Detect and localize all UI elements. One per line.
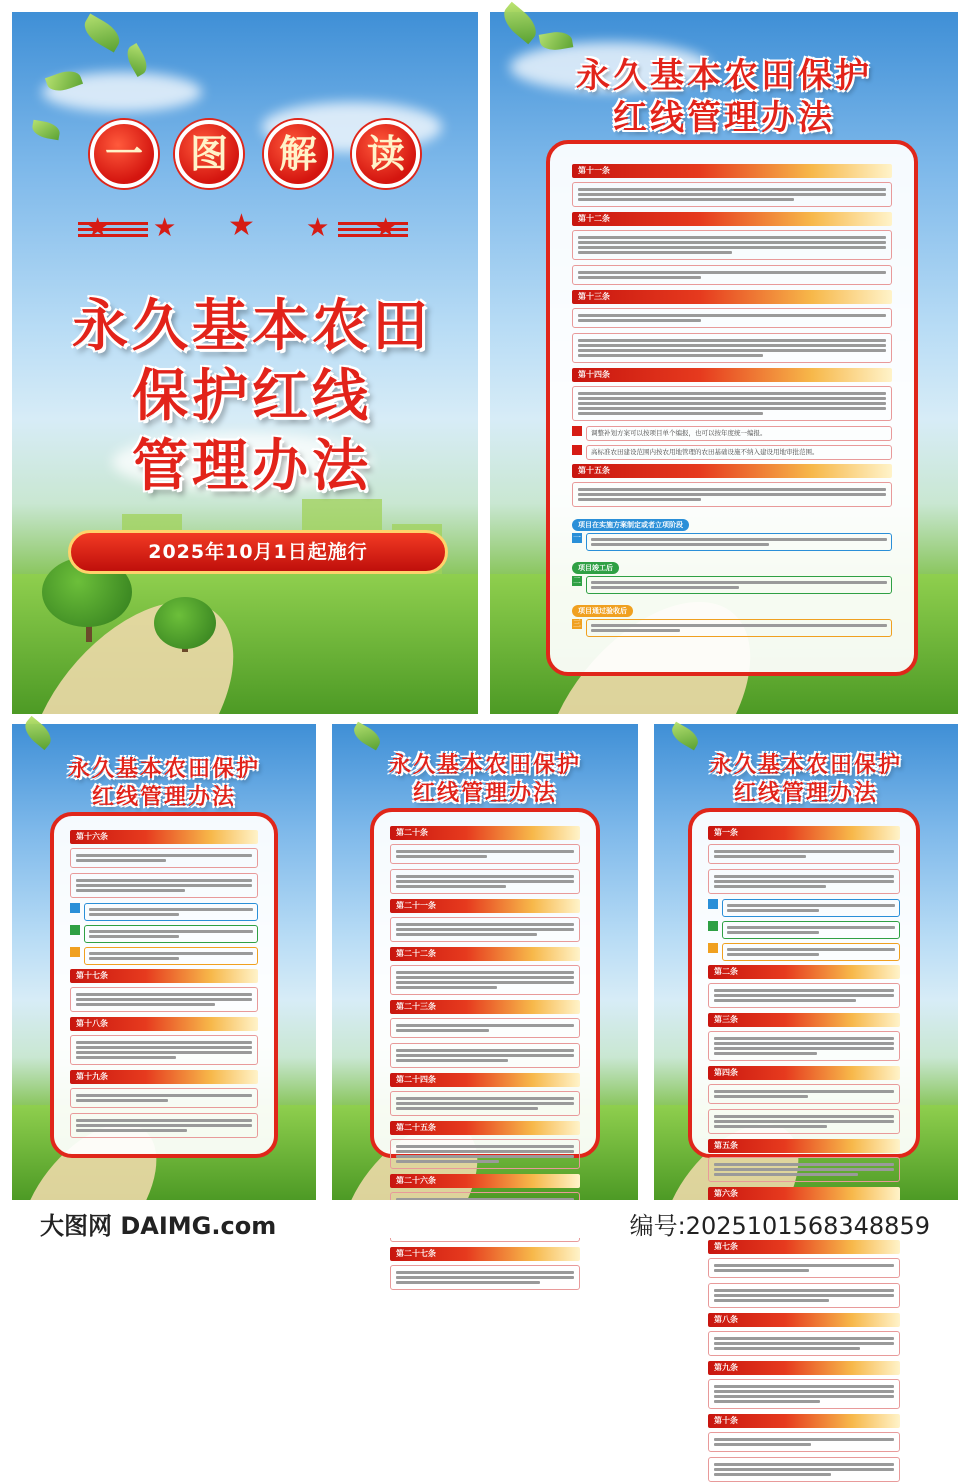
- article-header: 第二十一条: [390, 899, 580, 913]
- bullet-item: [708, 921, 900, 939]
- article-header: 第十一条: [572, 164, 892, 178]
- article-text: [70, 1035, 258, 1065]
- article-header: 第二十条: [390, 826, 580, 840]
- article-text: [708, 1084, 900, 1104]
- article-text: [572, 182, 892, 207]
- articles-card: [50, 812, 278, 1158]
- article-text: [390, 965, 580, 995]
- article-text: [708, 1283, 900, 1308]
- article-header: 第六条: [708, 1187, 900, 1201]
- article-text: [708, 844, 900, 864]
- cover-title-line-3: 管理办法: [132, 434, 372, 499]
- panel-title-line-2: 红线管理办法: [613, 98, 835, 138]
- article-text: [70, 873, 258, 898]
- article-text: [390, 844, 580, 864]
- article-header: 第二十三条: [390, 1000, 580, 1014]
- article-header: 第十三条: [572, 290, 892, 304]
- article-header: 第八条: [708, 1313, 900, 1327]
- image-code: 编号:2025101568348859: [629, 1212, 930, 1240]
- article-header: 第十九条: [70, 1070, 258, 1084]
- article-header: 第十八条: [70, 1017, 258, 1031]
- article-header: 第十条: [708, 1414, 900, 1428]
- step-item-2: 项目竣工后 二: [572, 555, 892, 594]
- article-header: 第二条: [708, 965, 900, 979]
- articles-panel-20-27: [332, 724, 638, 1258]
- cover-title-line-1: 永久基本农田: [72, 294, 432, 359]
- badge-char-3: 解: [264, 120, 332, 188]
- article-header: 第二十六条: [390, 1174, 580, 1188]
- article-header: 第四条: [708, 1066, 900, 1080]
- article-text: [572, 308, 892, 328]
- article-header: 第七条: [708, 1240, 900, 1254]
- article-text: [708, 1457, 900, 1482]
- cover-title-line-2: 保护红线: [132, 364, 372, 429]
- article-header: 第二十四条: [390, 1073, 580, 1087]
- panel-title-line-2: 红线管理办法: [733, 781, 878, 806]
- star-icon: ★: [374, 213, 398, 243]
- star-icon: ★: [306, 213, 330, 243]
- star-divider: [78, 208, 408, 243]
- bullet-item: 调整补划方案可以按项目单个编报，也可以按年度统一编报。: [572, 426, 892, 441]
- article-header: 第二十二条: [390, 947, 580, 961]
- article-text: [708, 1157, 900, 1182]
- article-text: [572, 482, 892, 507]
- article-text: [572, 265, 892, 285]
- article-text: [390, 869, 580, 894]
- bullet-item: [70, 925, 258, 943]
- article-header: 第二十七条: [390, 1247, 580, 1261]
- articles-panel-11-15: [490, 12, 958, 714]
- panel-title-line-1: 永久基本农田保护: [67, 757, 260, 782]
- article-text: [70, 848, 258, 868]
- article-text: [390, 1139, 580, 1169]
- article-header: 第十四条: [572, 368, 892, 382]
- bullet-item: [70, 947, 258, 965]
- article-header: 第九条: [708, 1361, 900, 1375]
- article-text: [708, 983, 900, 1008]
- bullet-item: 高标准农田建设范围内按农用地管理的农田基础设施不纳入建设用地审批范围。: [572, 445, 892, 460]
- article-header: 第十五条: [572, 464, 892, 478]
- article-text: [708, 1109, 900, 1134]
- article-header: 第十二条: [572, 212, 892, 226]
- site-watermark: 大图网 DAIMG.com: [40, 1212, 277, 1240]
- articles-card: [546, 140, 918, 676]
- article-text: [572, 386, 892, 421]
- panel-title-line-1: 永久基本农田保护: [388, 753, 581, 778]
- article-text: [390, 1043, 580, 1068]
- article-text: [572, 230, 892, 260]
- footer: [0, 1200, 970, 1238]
- article-text: [708, 869, 900, 894]
- article-text: [708, 1379, 900, 1409]
- article-header: 第十六条: [70, 830, 258, 844]
- article-text: [708, 1031, 900, 1061]
- article-text: [708, 1432, 900, 1452]
- articles-panel-16-19: [12, 724, 316, 1200]
- star-icon: ★: [228, 208, 255, 243]
- article-text: [390, 1265, 580, 1290]
- step-item-1: 项目在实施方案制定或者立项阶段 一: [572, 512, 892, 551]
- article-text: [390, 1091, 580, 1116]
- panel-title-line-1: 永久基本农田保护: [576, 56, 872, 96]
- article-header: 第二十五条: [390, 1121, 580, 1135]
- badge-char-4: 读: [352, 120, 420, 188]
- article-text: [708, 1258, 900, 1278]
- article-text: [572, 333, 892, 363]
- bullet-item: [70, 903, 258, 921]
- panel-title-line-1: 永久基本农田保护: [709, 753, 902, 778]
- star-icon: ★: [86, 213, 110, 243]
- articles-card: [370, 808, 600, 1258]
- badge-char-1: 一: [90, 120, 158, 188]
- effective-date-banner: 2025年10月1日起施行: [68, 530, 448, 574]
- article-text: [70, 1088, 258, 1108]
- article-text: [390, 1018, 580, 1038]
- article-header: 第一条: [708, 826, 900, 840]
- article-header: 第五条: [708, 1139, 900, 1153]
- panel-title-line-2: 红线管理办法: [91, 785, 236, 810]
- article-header: 第十七条: [70, 969, 258, 983]
- bullet-item: [708, 943, 900, 961]
- article-text: [70, 1113, 258, 1138]
- article-header: 第三条: [708, 1013, 900, 1027]
- article-text: [70, 987, 258, 1012]
- article-text: [708, 1331, 900, 1356]
- panel-title-line-2: 红线管理办法: [412, 781, 557, 806]
- bullet-item: [708, 899, 900, 917]
- cover-panel: [12, 12, 478, 714]
- badge-char-2: 图: [175, 120, 243, 188]
- step-item-3: 项目通过验收后 三: [572, 598, 892, 637]
- star-icon: ★: [153, 213, 177, 243]
- article-text: [390, 917, 580, 942]
